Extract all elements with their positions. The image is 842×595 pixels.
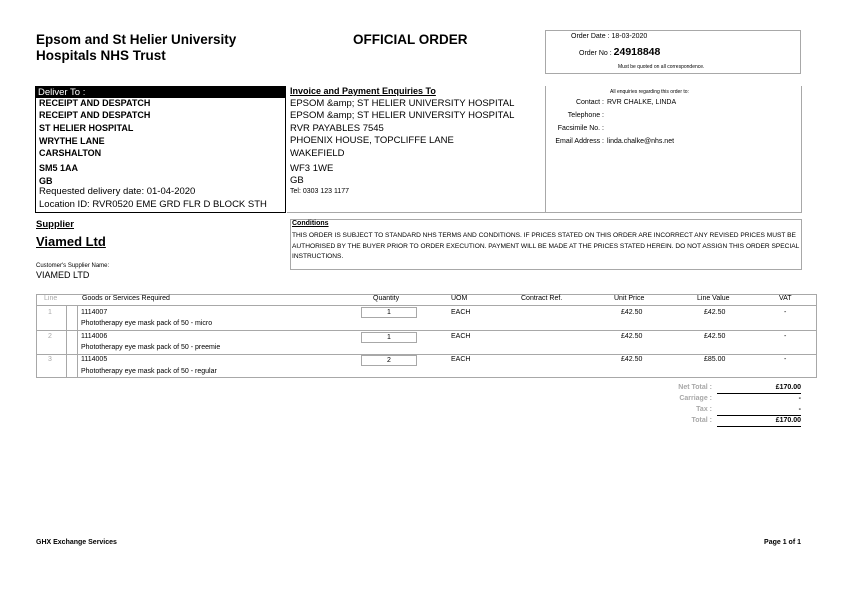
col-line-value: Line Value bbox=[697, 295, 730, 302]
page-number: Page 1 of 1 bbox=[764, 539, 801, 546]
table-row-qty: 1 bbox=[361, 307, 417, 318]
total-label: Total : bbox=[691, 417, 712, 424]
order-number-label: Order No : bbox=[579, 50, 612, 57]
deliver-to-heading: Deliver To : bbox=[36, 87, 285, 98]
carriage-label: Carriage : bbox=[679, 395, 712, 402]
table-row-line-value: £42.50 bbox=[704, 333, 726, 340]
enquiries-note: All enquiries regarding this order to: bbox=[610, 89, 689, 95]
col-vat: VAT bbox=[779, 295, 792, 302]
table-row-code: 1114006 bbox=[81, 333, 108, 340]
order-number-value: 24918848 bbox=[613, 46, 661, 58]
table-row-line-value: £85.00 bbox=[704, 356, 726, 363]
supplier-label: Supplier bbox=[36, 219, 75, 230]
deliver-line4: WRYTHE LANE bbox=[39, 136, 105, 146]
supplier-name: Viamed Ltd bbox=[36, 234, 106, 249]
net-total-label: Net Total : bbox=[678, 384, 712, 391]
tax-value: - bbox=[798, 406, 801, 413]
deliver-country: GB bbox=[39, 176, 53, 186]
table-row-desc: Phototherapy eye mask pack of 50 - preemie bbox=[81, 344, 221, 351]
trust-name bbox=[36, 32, 236, 64]
order-info-box bbox=[545, 30, 801, 74]
items-table bbox=[36, 294, 817, 378]
invoice-tel: Tel: 0303 123 1177 bbox=[290, 188, 350, 195]
deliver-line2: RECEIPT AND DESPATCH bbox=[39, 110, 151, 120]
table-row-line: 2 bbox=[48, 333, 52, 340]
tax-underline bbox=[717, 415, 801, 416]
contact-box bbox=[546, 86, 802, 213]
trust-name-line1: Epsom and St Helier University bbox=[36, 32, 237, 47]
telephone-label: Telephone : bbox=[567, 112, 604, 119]
order-number bbox=[579, 46, 660, 58]
document-title: OFFICIAL ORDER bbox=[353, 32, 468, 47]
invoice-postcode: WF3 1WE bbox=[290, 163, 334, 174]
table-row-vat: - bbox=[784, 356, 787, 363]
table-row-qty: 1 bbox=[361, 332, 417, 343]
table-row-unit-price: £42.50 bbox=[621, 333, 643, 340]
table-row-line: 1 bbox=[48, 309, 52, 316]
deliver-line3: ST HELIER HOSPITAL bbox=[39, 123, 134, 133]
order-note: Must be quoted on all correspondence. bbox=[618, 64, 705, 70]
col-line: Line bbox=[44, 295, 58, 302]
deliver-to-box bbox=[35, 86, 286, 213]
table-row-desc: Phototherapy eye mask pack of 50 - regular bbox=[81, 368, 217, 375]
carriage-value: - bbox=[798, 395, 801, 402]
col-unit-price: Unit Price bbox=[614, 295, 645, 302]
table-row-vat: - bbox=[784, 309, 787, 316]
row-divider-1 bbox=[36, 330, 817, 331]
invoice-country: GB bbox=[290, 175, 304, 186]
table-row-unit-price: £42.50 bbox=[621, 309, 643, 316]
col-uom: UOM bbox=[451, 295, 468, 302]
deliver-line1: RECEIPT AND DESPATCH bbox=[39, 98, 151, 108]
line-column-divider-1 bbox=[66, 305, 67, 378]
table-row-desc: Phototherapy eye mask pack of 50 - micro bbox=[81, 320, 213, 327]
table-row-vat: - bbox=[784, 333, 787, 340]
tax-label: Tax : bbox=[696, 406, 712, 413]
trust-name-line2: Hospitals NHS Trust bbox=[36, 48, 166, 63]
total-value: £170.00 bbox=[775, 417, 801, 424]
footer-left: GHX Exchange Services bbox=[36, 539, 117, 546]
customer-supplier-value: VIAMED LTD bbox=[36, 270, 90, 280]
table-row-uom: EACH bbox=[451, 356, 471, 363]
conditions-text: THIS ORDER IS SUBJECT TO STANDARD NHS TERMS AND CONDITIONS. IF PRICES STATED ON THIS ORDER ARE INCORRECT ANY REVISED PRICES MUST BE AUTHORISED BY THE BUYER PRIOR TO ORDER EXECUTION. PAYMENT WILL BE MADE AT THE PRICES STATED HEREIN. DO NOT ASSIGN THIS ORDER SPECIAL INSTRUCTIONS. bbox=[292, 232, 800, 260]
invoice-line4: PHOENIX HOUSE, TOPCLIFFE LANE bbox=[290, 135, 454, 146]
col-contract: Contract Ref. bbox=[521, 295, 563, 302]
table-row-code: 1114007 bbox=[81, 309, 108, 316]
requested-delivery-date: Requested delivery date: 01-04-2020 bbox=[39, 186, 196, 197]
invoice-line3: RVR PAYABLES 7545 bbox=[290, 123, 384, 134]
total-underline bbox=[717, 426, 801, 427]
customer-supplier-label: Customer's Supplier Name: bbox=[36, 263, 110, 269]
deliver-line5: CARSHALTON bbox=[39, 148, 102, 158]
line-column-divider-2 bbox=[77, 305, 78, 378]
table-row-line-value: £42.50 bbox=[704, 309, 726, 316]
table-row-uom: EACH bbox=[451, 333, 471, 340]
order-date-value: 18-03-2020 bbox=[611, 33, 648, 40]
conditions-heading: Conditions bbox=[292, 220, 329, 227]
table-row-uom: EACH bbox=[451, 309, 471, 316]
table-header-divider bbox=[36, 305, 817, 306]
fax-label: Facsimile No. : bbox=[557, 125, 604, 132]
table-row-code: 1114005 bbox=[81, 356, 108, 363]
contact-label: Contact : bbox=[575, 99, 604, 106]
invoice-line2: EPSOM &amp; ST HELIER UNIVERSITY HOSPITAL bbox=[290, 110, 515, 121]
net-total-underline bbox=[717, 393, 801, 394]
invoice-line1: EPSOM &amp; ST HELIER UNIVERSITY HOSPITAL bbox=[290, 98, 515, 109]
conditions-box bbox=[290, 219, 802, 270]
order-date bbox=[571, 33, 647, 40]
location-id: Location ID: RVR0520 EME GRD FLR D BLOCK STH bbox=[39, 199, 267, 210]
net-total-value: £170.00 bbox=[775, 384, 801, 391]
table-row-line: 3 bbox=[48, 356, 52, 363]
col-quantity: Quantity bbox=[373, 295, 400, 302]
col-goods: Goods or Services Required bbox=[82, 295, 170, 302]
deliver-postcode: SM5 1AA bbox=[39, 163, 79, 173]
table-row-qty: 2 bbox=[361, 355, 417, 366]
table-row-unit-price: £42.50 bbox=[621, 356, 643, 363]
row-divider-2 bbox=[36, 354, 817, 355]
contact-value: RVR CHALKE, LINDA bbox=[607, 99, 677, 106]
email-label: Email Address : bbox=[555, 138, 604, 145]
invoice-line5: WAKEFIELD bbox=[290, 148, 345, 159]
invoice-box bbox=[287, 86, 546, 213]
invoice-heading: Invoice and Payment Enquiries To bbox=[290, 86, 436, 96]
order-date-label: Order Date : bbox=[571, 33, 610, 40]
email-value: linda.chalke@nhs.net bbox=[607, 138, 675, 145]
